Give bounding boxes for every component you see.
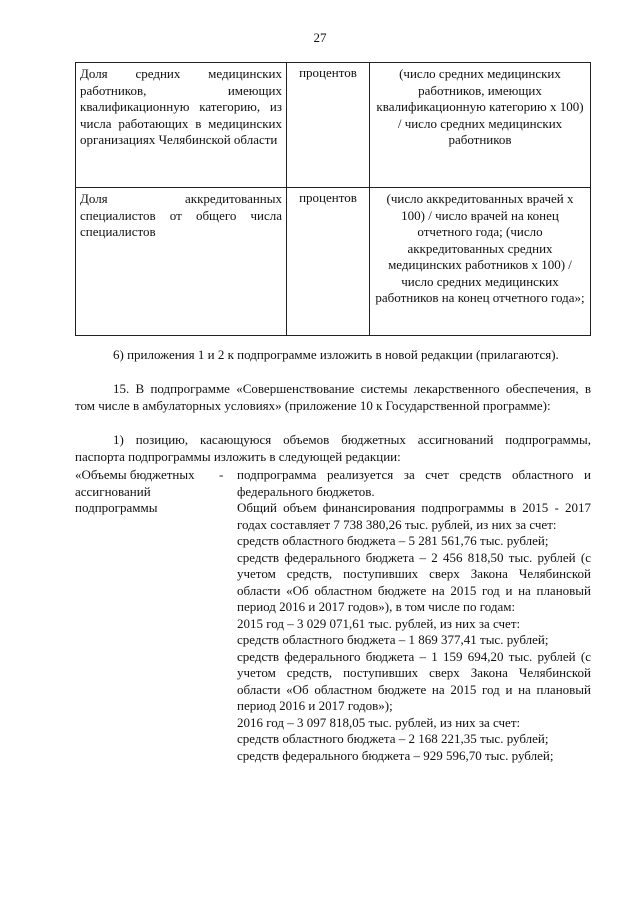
unit-cell: процентов [287, 188, 370, 336]
passport-label: «Объемы бюджетных ассигнований подпрограммы [75, 467, 195, 515]
paragraph-1: 1) позицию, касающуюся объемов бюджетных ассигнований подпрограммы, паспорта подпрограммы изложить в следующей редакции: [75, 432, 591, 464]
passport-line: средств областного бюджета – 1 869 377,41 тыс. рублей; [237, 632, 549, 647]
passport-line: средств федерального бюджета – 1 159 694,20 тыс. рублей (с учетом средств, поступивших сверх Закона Челябинской области «Об областном бюджете на 2015 год и на плановый период 2016 и 2017 годов»); [237, 648, 591, 713]
unit-cell: процентов [287, 63, 370, 188]
passport-line: Общий объем финансирования подпрограммы в 2015 - 2017 годах составляет 7 738 380,26 тыс. рублей, из них за счет: [237, 500, 591, 532]
passport-line: средств федерального бюджета – 929 596,70 тыс. рублей; [237, 747, 554, 763]
passport-line: подпрограмма реализуется за счет средств областного и федерального бюджетов. [237, 467, 591, 499]
paragraph-6: 6) приложения 1 и 2 к подпрограмме изложить в новой редакции (прилагаются). [113, 347, 559, 362]
indicators-table [75, 62, 591, 336]
passport-line: средств областного бюджета – 5 281 561,76 тыс. рублей; [237, 533, 549, 548]
paragraph-15: 15. В подпрограмме «Совершенствование системы лекарственного обеспечения, в том числе в амбулаторных условиях» (приложение 10 к Государственной программе): [75, 381, 591, 413]
passport-dash: - [219, 467, 224, 482]
page-number: 27 [313, 30, 327, 45]
indicator-cell: Доля аккредитованных специалистов от общего числа специалистов [76, 188, 287, 336]
table-row [76, 63, 591, 188]
passport-line: средств областного бюджета – 2 168 221,35 тыс. рублей; [237, 731, 549, 746]
table-row [76, 188, 591, 336]
formula-cell: (число средних медицинских работников, имеющих квалификационную категорию х 100) / число средних медицинских работников [370, 63, 591, 188]
formula-cell: (число аккредитованных врачей х 100) / число врачей на конец отчетного года; (число аккредитованных средних медицинских работников х 100) / число средних медицинских работников на конец отчетного года»; [370, 188, 591, 336]
passport-line: 2015 год – 3 029 071,61 тыс. рублей, из них за счет: [237, 615, 521, 631]
indicator-cell: Доля средних медицинских работников, имеющих квалификационную категорию, из числа работающих в медицинских организациях Челябинской области [76, 63, 287, 188]
passport-content [237, 467, 591, 764]
passport-line: 2016 год – 3 097 818,05 тыс. рублей, из них за счет: [237, 714, 521, 730]
passport-line: средств федерального бюджета – 2 456 818,50 тыс. рублей (с учетом средств, поступивших сверх Закона Челябинской области «Об областном бюджете на 2015 год и на плановый период 2016 и 2017 годов»), в том числе по годам: [237, 549, 591, 614]
